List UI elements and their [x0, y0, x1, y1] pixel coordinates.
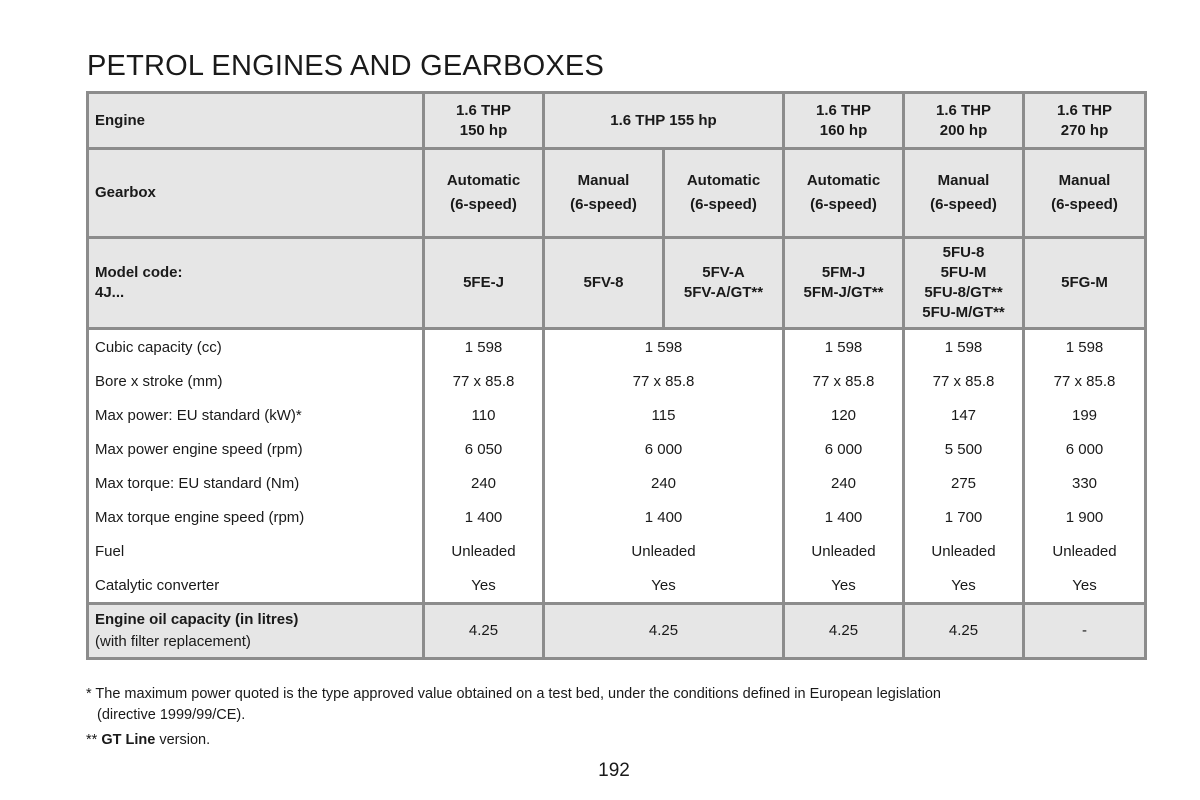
table-cell: 1 700 [904, 500, 1024, 534]
table-row [88, 364, 1146, 398]
gearbox-cell: Manual (6-speed) [904, 149, 1024, 238]
engine-spec-table [86, 91, 1147, 660]
table-cell: - [1024, 604, 1146, 659]
oil-capacity-row [88, 604, 1146, 659]
row-label: Catalytic converter [88, 568, 424, 604]
row-label: Cubic capacity (cc) [88, 329, 424, 365]
model-code-cell: 5FM-J 5FM-J/GT** [784, 238, 904, 329]
table-cell: 110 [424, 398, 544, 432]
gearbox-cell: Automatic (6-speed) [424, 149, 544, 238]
model-code-label: Model code: 4J... [88, 238, 424, 329]
table-cell: 1 598 [544, 329, 784, 365]
table-cell: 1 900 [1024, 500, 1146, 534]
table-cell: Unleaded [544, 534, 784, 568]
footnotes [86, 684, 941, 751]
model-code-cell: 5FG-M [1024, 238, 1146, 329]
table-cell: 120 [784, 398, 904, 432]
table-cell: 6 050 [424, 432, 544, 466]
table-row [88, 432, 1146, 466]
table-cell: Unleaded [1024, 534, 1146, 568]
model-code-cell: 5FU-8 5FU-M 5FU-8/GT** 5FU-M/GT** [904, 238, 1024, 329]
table-cell: Unleaded [904, 534, 1024, 568]
table-cell: 1 598 [784, 329, 904, 365]
table-cell: 77 x 85.8 [1024, 364, 1146, 398]
table-cell: 199 [1024, 398, 1146, 432]
table-row [88, 466, 1146, 500]
table-cell: 4.25 [904, 604, 1024, 659]
engine-cell: 1.6 THP 200 hp [904, 93, 1024, 149]
table-cell: Unleaded [424, 534, 544, 568]
table-cell: 4.25 [544, 604, 784, 659]
engine-row-label: Engine [88, 93, 424, 149]
gearbox-cell: Manual (6-speed) [1024, 149, 1146, 238]
row-label: Fuel [88, 534, 424, 568]
table-cell: 77 x 85.8 [784, 364, 904, 398]
page-number: 192 [598, 760, 630, 781]
table-cell: 77 x 85.8 [904, 364, 1024, 398]
table-row [88, 568, 1146, 604]
row-label: Max torque engine speed (rpm) [88, 500, 424, 534]
table-cell: 4.25 [424, 604, 544, 659]
table-row [88, 500, 1146, 534]
table-cell: 1 400 [424, 500, 544, 534]
model-code-cell: 5FV-8 [544, 238, 664, 329]
table-cell: 6 000 [1024, 432, 1146, 466]
table-cell: Yes [544, 568, 784, 604]
table-cell: 5 500 [904, 432, 1024, 466]
oil-capacity-label: Engine oil capacity (in litres) (with filter replacement) [88, 604, 424, 659]
page-title: PETROL ENGINES AND GEARBOXES [87, 50, 604, 82]
table-cell: 6 000 [784, 432, 904, 466]
model-code-cell: 5FE-J [424, 238, 544, 329]
engine-cell: 1.6 THP 155 hp [544, 93, 784, 149]
footnote-power: * The maximum power quoted is the type approved value obtained on a test bed, under the conditions defined in European legislation (directive 1999/99/CE). [86, 686, 941, 723]
table-cell: Yes [1024, 568, 1146, 604]
engine-cell: 1.6 THP 150 hp [424, 93, 544, 149]
table-cell: 275 [904, 466, 1024, 500]
table-cell: Yes [784, 568, 904, 604]
table-cell: 1 400 [784, 500, 904, 534]
row-label: Max power engine speed (rpm) [88, 432, 424, 466]
table-cell: Yes [424, 568, 544, 604]
table-cell: Unleaded [784, 534, 904, 568]
gearbox-cell: Automatic (6-speed) [664, 149, 784, 238]
model-code-row [88, 238, 1146, 329]
table-cell: Yes [904, 568, 1024, 604]
footnote-gt-line: ** GT Line version. [86, 732, 211, 748]
gearbox-cell: Automatic (6-speed) [784, 149, 904, 238]
engine-cell: 1.6 THP 160 hp [784, 93, 904, 149]
table-cell: 1 598 [904, 329, 1024, 365]
engine-header-row [88, 93, 1146, 149]
table-cell: 6 000 [544, 432, 784, 466]
table-cell: 240 [784, 466, 904, 500]
model-code-cell: 5FV-A 5FV-A/GT** [664, 238, 784, 329]
engine-cell: 1.6 THP 270 hp [1024, 93, 1146, 149]
table-cell: 1 598 [424, 329, 544, 365]
table-row [88, 534, 1146, 568]
table-cell: 330 [1024, 466, 1146, 500]
table-cell: 1 400 [544, 500, 784, 534]
table-cell: 77 x 85.8 [544, 364, 784, 398]
gearbox-header-row [88, 149, 1146, 238]
table-row [88, 329, 1146, 365]
row-label: Bore x stroke (mm) [88, 364, 424, 398]
table-cell: 240 [424, 466, 544, 500]
table-cell: 147 [904, 398, 1024, 432]
gearbox-cell: Manual (6-speed) [544, 149, 664, 238]
row-label: Max power: EU standard (kW)* [88, 398, 424, 432]
table-cell: 1 598 [1024, 329, 1146, 365]
table-cell: 240 [544, 466, 784, 500]
table-cell: 4.25 [784, 604, 904, 659]
row-label: Max torque: EU standard (Nm) [88, 466, 424, 500]
table-row [88, 398, 1146, 432]
table-cell: 115 [544, 398, 784, 432]
gearbox-row-label: Gearbox [88, 149, 424, 238]
table-cell: 77 x 85.8 [424, 364, 544, 398]
